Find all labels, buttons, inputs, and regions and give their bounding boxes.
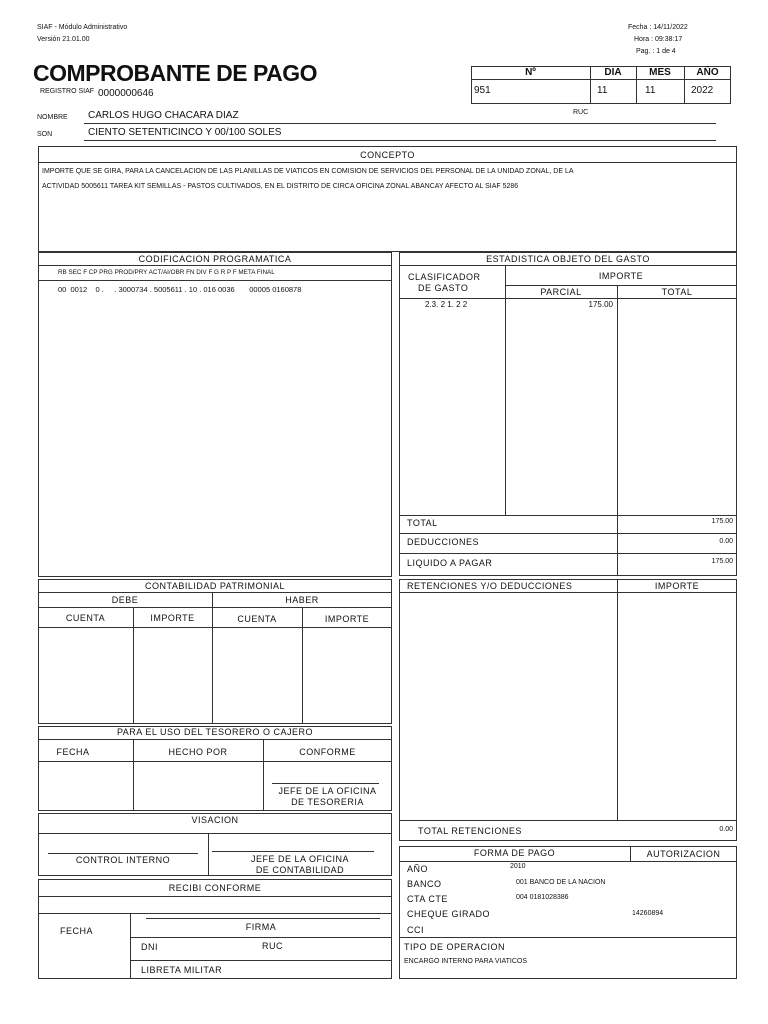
total-retenciones-value: 0.00 <box>719 826 733 833</box>
liquido-value: 175.00 <box>711 558 733 565</box>
recibi-fecha-label: FECHA <box>60 926 94 936</box>
system-version: Versión 21.01.00 <box>37 36 90 43</box>
tesorero-title: PARA EL USO DEL TESORERO O CAJERO <box>116 727 314 737</box>
jefe-contabilidad-line-1: JEFE DE LA OFICINA <box>250 854 350 864</box>
year-header: AÑO <box>696 67 719 78</box>
clasificador-header-1: CLASIFICADOR <box>408 272 481 282</box>
nombre-label: NOMBRE <box>37 114 68 121</box>
contabilidad-title: CONTABILIDAD PATRIMONIAL <box>144 581 286 591</box>
son-value: CIENTO SETENTICINCO Y 00/100 SOLES <box>88 127 282 138</box>
banco-label: BANCO <box>407 879 442 889</box>
day-value: 11 <box>597 85 608 96</box>
cheque-girado-value: 14260894 <box>632 910 664 917</box>
nombre-value: CARLOS HUGO CHACARA DIAZ <box>88 110 239 121</box>
jefe-tesoreria-line-1: JEFE DE LA OFICINA <box>278 786 377 796</box>
total-value: 175.00 <box>711 518 733 525</box>
debe-importe-header: IMPORTE <box>150 613 195 623</box>
total-retenciones-label: TOTAL RETENCIONES <box>418 826 522 836</box>
codificacion-columns: RB SEC F CP PRG PROD/PRY ACT/AI/OBR FN DIV F G R P F META FINAL <box>58 269 275 276</box>
clasificador-header-2: DE GASTO <box>418 283 469 293</box>
haber-cuenta-header: CUENTA <box>237 614 277 624</box>
control-interno-label: CONTROL INTERNO <box>75 855 171 865</box>
son-label: SON <box>37 131 53 138</box>
recibi-title: RECIBI CONFORME <box>168 883 262 893</box>
system-name: SIAF - Módulo Administrativo <box>37 24 128 31</box>
cta-cte-label: CTA CTE <box>407 894 448 904</box>
year-value: 2022 <box>691 85 714 96</box>
registro-label: REGISTRO SIAF <box>40 88 95 95</box>
liquido-label: LIQUIDO A PAGAR <box>407 558 493 568</box>
clasificador-row-value: 2.3. 2 1. 2 2 <box>425 300 468 309</box>
codificacion-title: CODIFICACION PROGRAMATICA <box>138 254 292 264</box>
jefe-tesoreria-line-2: DE TESORERIA <box>291 797 364 807</box>
visacion-title: VISACION <box>191 815 239 825</box>
concepto-line-2: ACTIVIDAD 5005611 TAREA KIT SEMILLAS - PASTOS CULTIVADOS, EN EL DISTRITO DE CIRCA OFICINA ZONAL ABANCAY AFECTO AL SIAF 5286 <box>42 183 519 190</box>
retenciones-title: RETENCIONES Y/O DEDUCCIONES <box>407 581 573 591</box>
month-value: 11 <box>645 85 656 96</box>
total-header: TOTAL <box>661 287 693 297</box>
tesorero-hecho-por-header: HECHO POR <box>168 747 228 757</box>
tesorero-fecha-header: FECHA <box>56 747 90 757</box>
concepto-title: CONCEPTO <box>360 150 415 160</box>
haber-importe-header: IMPORTE <box>324 614 370 624</box>
day-header: DIA <box>604 67 622 78</box>
page-title: COMPROBANTE DE PAGO <box>33 60 317 86</box>
print-date: Fecha : 14/11/2022 <box>628 24 688 31</box>
anio-label: AÑO <box>407 864 429 874</box>
total-label: TOTAL <box>407 518 438 528</box>
tesorero-conforme-header: CONFORME <box>299 747 356 757</box>
codificacion-row: 00 0012 0 . . 3000734 . 5005611 . 10 . 016 0036 00005 0160878 <box>58 285 302 294</box>
parcial-header: PARCIAL <box>540 287 582 297</box>
autorizacion-header: AUTORIZACION <box>646 849 721 859</box>
print-time: Hora : 09:38:17 <box>634 36 683 43</box>
deducciones-value: 0.00 <box>719 538 733 545</box>
cta-cte-value: 004 0181028386 <box>516 894 569 901</box>
codificacion-section <box>38 252 392 577</box>
parcial-row-value: 175.00 <box>588 300 613 309</box>
debe-header: DEBE <box>111 595 139 605</box>
tipo-operacion-value: ENCARGO INTERNO PARA VIATICOS <box>404 958 528 965</box>
banco-value: 001 BANCO DE LA NACION <box>516 879 606 886</box>
libreta-militar-label: LIBRETA MILITAR <box>141 965 223 975</box>
recibi-ruc-label: RUC <box>262 941 283 951</box>
tipo-operacion-label: TIPO DE OPERACION <box>404 942 506 952</box>
firma-label: FIRMA <box>245 922 277 932</box>
month-header: MES <box>649 67 671 78</box>
cci-label: CCI <box>407 925 424 935</box>
debe-cuenta-header: CUENTA <box>65 613 106 623</box>
dni-label: DNI <box>141 942 158 952</box>
concepto-line-1: IMPORTE QUE SE GIRA, PARA LA CANCELACION DE LAS PLANILLAS DE VIATICOS EN COMISION DE SERVICIOS DEL PERSONAL DE LA UNIDAD ZONAL, DE LA <box>42 168 574 175</box>
page-number: Pag. : 1 de 4 <box>636 48 676 55</box>
deducciones-label: DEDUCCIONES <box>407 537 480 547</box>
doc-number-header: Nº <box>525 67 536 78</box>
estadistica-title: ESTADISTICA OBJETO DEL GASTO <box>486 254 650 264</box>
cheque-girado-label: CHEQUE GIRADO <box>407 909 491 919</box>
haber-header: HABER <box>285 595 319 605</box>
retenciones-section <box>399 579 737 841</box>
forma-pago-title: FORMA DE PAGO <box>473 848 556 858</box>
doc-number-value: 951 <box>474 85 491 96</box>
retenciones-importe-header: IMPORTE <box>654 581 700 591</box>
importe-header: IMPORTE <box>598 271 644 281</box>
registro-value: 0000000646 <box>98 88 154 99</box>
ruc-label: RUC <box>573 109 589 116</box>
jefe-contabilidad-line-2: DE CONTABILIDAD <box>255 865 345 875</box>
anio-value: 2010 <box>510 863 526 870</box>
